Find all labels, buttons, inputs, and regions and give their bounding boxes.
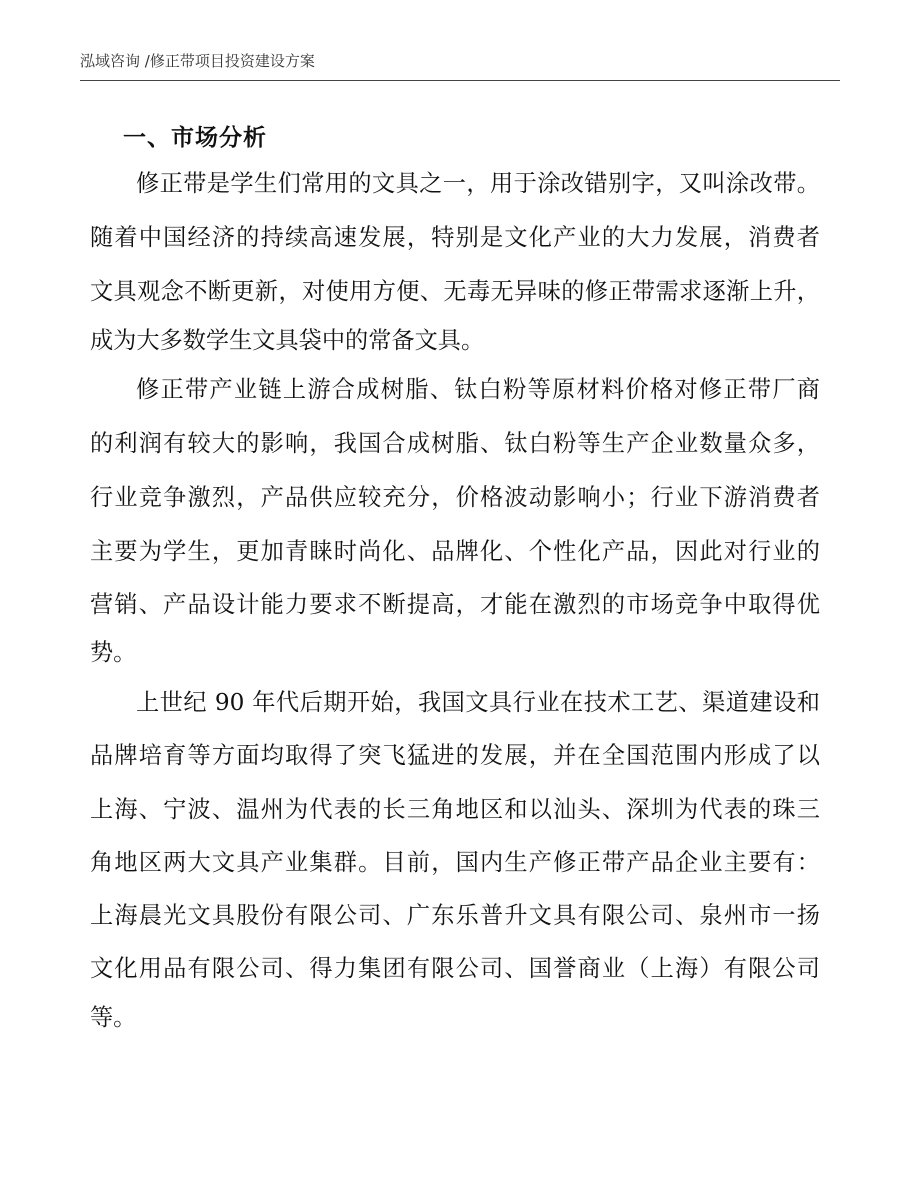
text-line: 文化用品有限公司、得力集团有限公司、国誉商业（上海）有限公司 [90, 955, 820, 982]
text-line: 行业竞争激烈，产品供应较充分，价格波动影响小；行业下游消费者 [90, 484, 820, 511]
text-line: 随着中国经济的持续高速发展，特别是文化产业的大力发展，消费者 [90, 224, 820, 251]
text-line: 修正带产业链上游合成树脂、钛白粉等原材料价格对修正带厂商 [136, 376, 820, 403]
header-divider [80, 80, 840, 81]
text-line: 品牌培育等方面均取得了突飞猛进的发展，并在全国范围内形成了以 [90, 742, 820, 769]
text-line: 成为大多数学生文具袋中的常备文具。 [90, 327, 485, 354]
text-line: 角地区两大文具产业集群。目前，国内生产修正带产品企业主要有： [90, 849, 820, 876]
section-heading: 一、市场分析 [123, 125, 267, 151]
text-line: 主要为学生，更加青睐时尚化、品牌化、个性化产品，因此对行业的 [90, 538, 820, 565]
text-line: 上海晨光文具股份有限公司、广东乐普升文具有限公司、泉州市一扬 [90, 902, 820, 929]
text-line: 营销、产品设计能力要求不断提高，才能在激烈的市场竞争中取得优 [90, 591, 820, 618]
text-line: 上世纪 90 年代后期开始，我国文具行业在技术工艺、渠道建设和 [136, 689, 820, 716]
text-line: 上海、宁波、温州为代表的长三角地区和以汕头、深圳为代表的珠三 [90, 796, 820, 823]
text-line: 等。 [90, 1004, 137, 1031]
text-line: 势。 [90, 639, 137, 666]
text-line: 的利润有较大的影响，我国合成树脂、钛白粉等生产企业数量众多， [90, 430, 820, 457]
running-header: 泓域咨询 /修正带项目投资建设方案 [80, 52, 315, 70]
text-line: 修正带是学生们常用的文具之一，用于涂改错别字，又叫涂改带。 [136, 170, 820, 197]
text-line: 文具观念不断更新，对使用方便、无毒无异味的修正带需求逐渐上升， [90, 278, 820, 305]
